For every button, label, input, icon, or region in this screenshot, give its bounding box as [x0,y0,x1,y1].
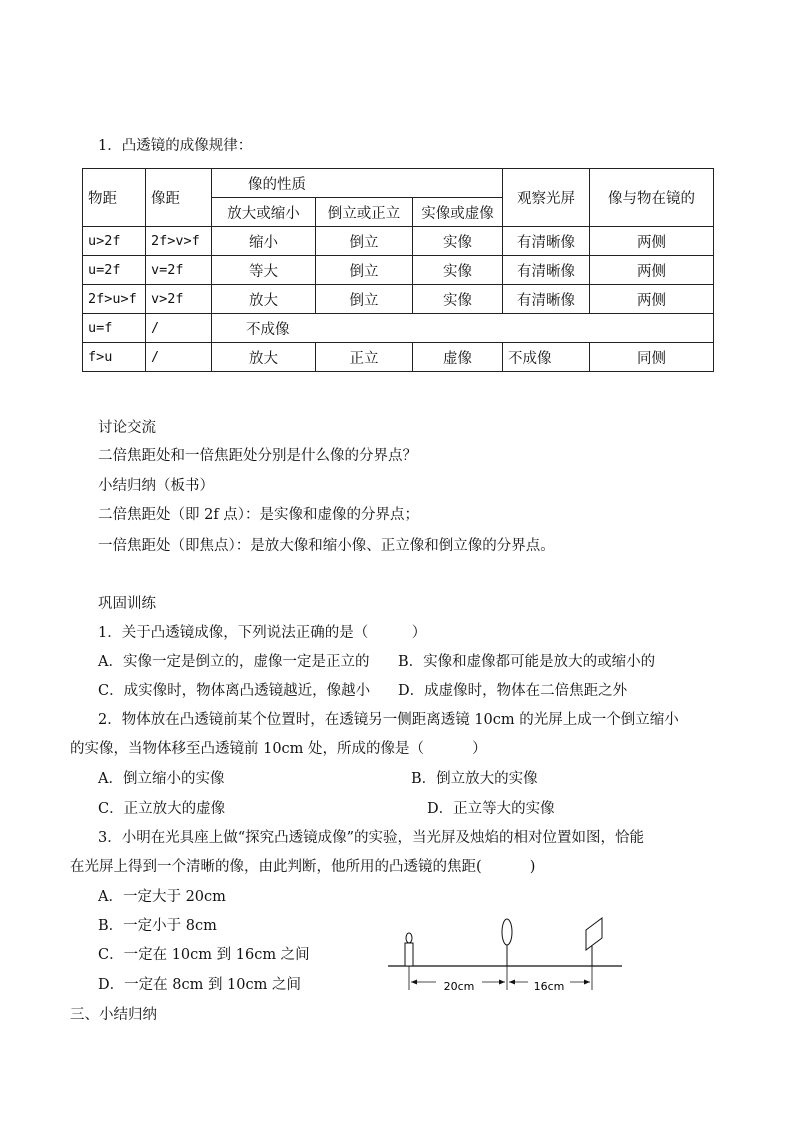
q2-option-a: A．倒立缩小的实像 [98,771,225,787]
header-image-distance: 像距 [146,169,212,227]
q3-stem-line-1: 3．小明在光具座上做“探究凸透镜成像”的实验，当光屏及烛焰的相对位置如图，恰能 [98,830,645,846]
light-screen-icon [586,918,602,966]
section-heading: 1．凸透镜的成像规律： [98,138,253,154]
imaging-rules-table [82,168,714,372]
table-row: f>u / 放大 正立 虚像 不成像 同侧 [83,343,714,372]
summary-line-1: 二倍焦距处（即 2f 点）：是实像和虚像的分界点； [98,507,420,523]
q2-option-c: C．正立放大的虚像 [98,801,226,817]
table-row: u=2f v=2f 等大 倒立 实像 有清晰像 两侧 [83,256,714,285]
header-object-distance: 物距 [83,169,146,227]
optical-bench-figure [380,910,630,1000]
q3-option-c: C．一定在 10cm 到 16cm 之间 [98,947,310,963]
q1-option-d: D．成虚像时，物体在二倍焦距之外 [398,683,628,699]
label-20cm: 20cm [443,980,475,993]
q2-stem-line-1: 2．物体放在凸透镜前某个位置时，在透镜另一侧距离透镜 10cm 的光屏上成一个倒立缩小 [98,712,679,728]
label-16cm: 16cm [533,980,565,993]
header-size: 放大或缩小 [212,198,316,227]
q1-option-b: B．实像和虚像都可能是放大的或缩小的 [398,654,656,670]
candle-icon [405,933,413,966]
practice-title: 巩固训练 [98,596,156,612]
table-row: u=f / 不成像 [83,314,714,343]
summary-title: 小结归纳（板书） [98,478,214,494]
header-orientation: 倒立或正立 [316,198,413,227]
table-header-row [83,169,714,198]
q3-option-b: B．一定小于 8cm [98,918,217,934]
header-screen: 观察光屏 [503,169,590,227]
q3-option-a: A．一定大于 20cm [98,889,226,905]
q3-option-d: D．一定在 8cm 到 10cm 之间 [98,977,301,993]
header-real-virtual: 实像或虚像 [413,198,503,227]
table-row: 2f>u>f v>2f 放大 倒立 实像 有清晰像 两侧 [83,285,714,314]
summary-line-2: 一倍焦距处（即焦点）：是放大像和缩小像、正立像和倒立像的分界点。 [98,538,555,554]
discussion-title: 讨论交流 [98,420,156,436]
q1-stem: 1．关于凸透镜成像，下列说法正确的是（ ） [98,625,427,641]
q2-stem-line-2: 的实像，当物体移至凸透镜前 10cm 处，所成的像是（ ） [70,741,487,757]
q1-option-c: C．成实像时，物体离凸透镜越近，像越小 [98,683,371,699]
q2-option-d: D．正立等大的实像 [427,801,555,817]
section-3-heading: 三、小结归纳 [70,1007,157,1023]
q2-option-b: B．倒立放大的实像 [411,771,538,787]
convex-lens-icon [502,919,512,966]
q3-stem-line-2: 在光屏上得到一个清晰的像，由此判断，他所用的凸透镜的焦距( ) [70,859,536,875]
header-image-nature: 像的性质 [212,169,503,198]
q1-option-a: A．实像一定是倒立的，虚像一定是正立的 [98,654,370,670]
table-row: u>2f 2f>v>f 缩小 倒立 实像 有清晰像 两侧 [83,227,714,256]
header-side: 像与物在镜的 [590,169,714,227]
discussion-question: 二倍焦距处和一倍焦距处分别是什么像的分界点？ [98,448,417,464]
